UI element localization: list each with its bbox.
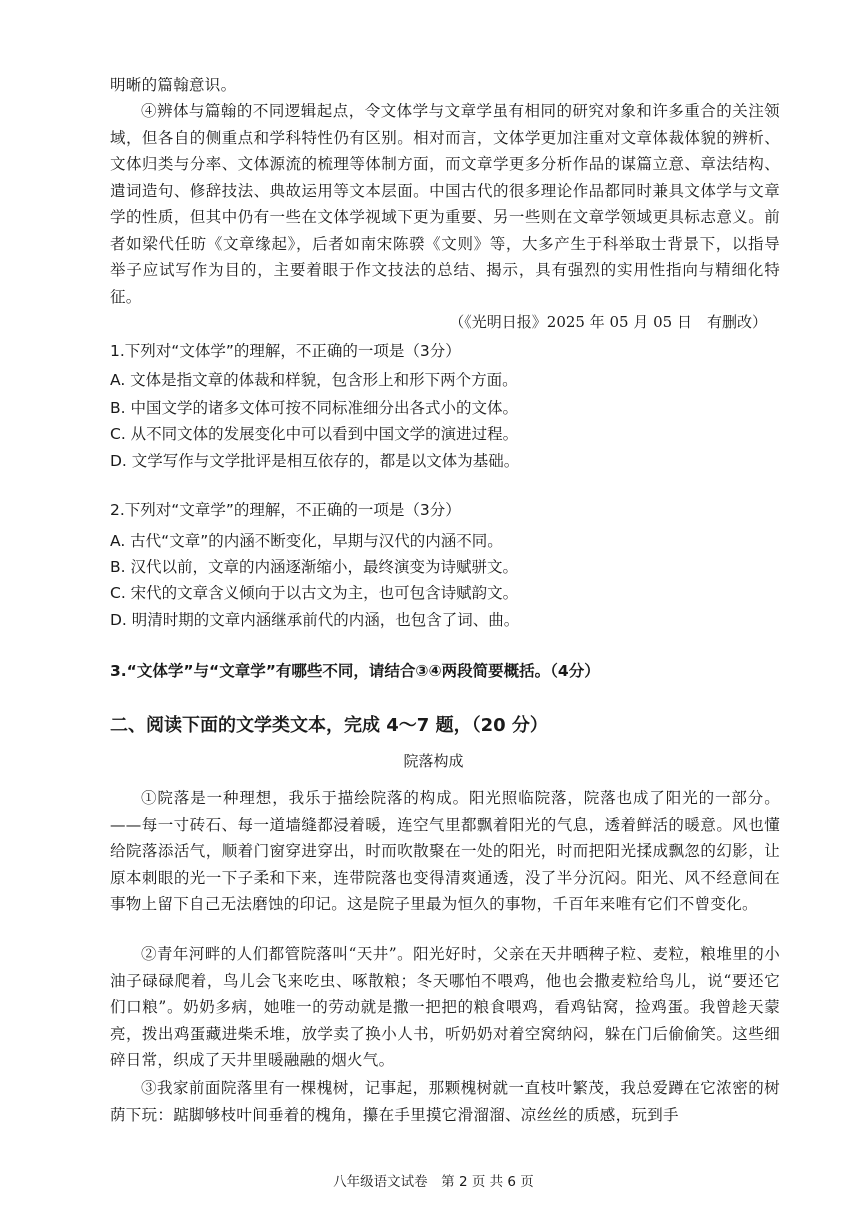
question-1-option-d: D. 文学写作与文学批评是相互依存的，都是以文体为基础。 bbox=[110, 452, 520, 470]
source-citation: （《光明日报》2025 年 05 月 05 日 有删改） bbox=[449, 313, 767, 331]
section-2-heading: 二、阅读下面的文学类文本，完成 4～7 题，（20 分） bbox=[110, 715, 548, 736]
question-2-option-d: D. 明清时期的文章内涵继承前代的内涵，也包含了词、曲。 bbox=[110, 611, 520, 629]
question-2-option-a: A. 古代“文章”的内涵不断变化，早期与汉代的内涵不同。 bbox=[110, 532, 503, 550]
story-title: 院落构成 bbox=[403, 752, 464, 770]
story-paragraph-3: ③我家前面院落里有一棵槐树，记事起，那颗槐树就一直枝叶繁茂，我总爱蹲在它浓密的树荫下玩：踮脚够枝叶间垂着的槐角，攥在手里摸它滑溜溜、凉丝丝的质感，玩到手 bbox=[110, 1079, 780, 1124]
question-1-option-c: C. 从不同文体的发展变化中可以看到中国文学的演进过程。 bbox=[110, 425, 519, 443]
question-2-stem: 2.下列对“文章学”的理解，不正确的一项是（3分） bbox=[110, 501, 461, 519]
question-1-option-a: A. 文体是指文章的体裁和样貌，包含形上和形下两个方面。 bbox=[110, 371, 518, 389]
passage-line-continued: 明晰的篇翰意识。 bbox=[110, 76, 237, 94]
question-3-stem: 3.“文体学”与“文章学”有哪些不同，请结合③④两段简要概括。（4分） bbox=[110, 662, 600, 680]
page-footer: 八年级语文试卷 第 2 页 共 6 页 bbox=[333, 1174, 534, 1190]
question-1-stem: 1.下列对“文体学”的理解，不正确的一项是（3分） bbox=[110, 342, 461, 360]
question-1-option-b: B. 中国文学的诸多文体可按不同标准细分出各式小的文体。 bbox=[110, 399, 518, 417]
question-2-option-c: C. 宋代的文章含义倾向于以古文为主，也可包含诗赋韵文。 bbox=[110, 584, 519, 602]
story-paragraph-2: ②青年河畔的人们都管院落叫“天井”。阳光好时，父亲在天井晒稗子粒、麦粒，粮堆里的小油子碌碌爬着，鸟儿会飞来吃虫、啄散粮；冬天哪怕不喂鸡，他也会撒麦粒给鸟儿，说“要还它们口粮”。奶奶多病，她唯一的劳动就是撒一把把的粮食喂鸡，看鸡钻窝，捡鸡蛋。我曾趁天蒙亮，拨出鸡蛋藏进柴禾堆，放学卖了换小人书，听奶奶对着空窝纳闷，躲在门后偷偷笑。这些细碎日常，织成了天井里暖融融的烟火气。 bbox=[110, 945, 780, 1069]
passage-paragraph-4: ④辨体与篇翰的不同逻辑起点，令文体学与文章学虽有相同的研究对象和许多重合的关注领域，但各自的侧重点和学科特性仍有区别。相对而言，文体学更加注重对文章体裁体貌的辨析、文体归类与分率、文体源流的梳理等体制方面，而文章学更多分析作品的谋篇立意、章法结构、遣词造句、修辞技法、典故运用等文本层面。中国古代的很多理论作品都同时兼具文体学与文章学的性质，但其中仍有一些在文体学视域下更为重要、另一些则在文章学领域更具标志意义。前者如梁代任昉《文章缘起》，后者如南宋陈骙《文则》等，大多产生于科举取士背景下，以指导举子应试写作为目的，主要着眼于作文技法的总结、揭示，具有强烈的实用性指向与精细化特征。 bbox=[110, 102, 780, 306]
story-paragraph-1: ①院落是一种理想，我乐于描绘院落的构成。阳光照临院落，院落也成了阳光的一部分。——每一寸砖石、每一道墙缝都浸着暖，连空气里都飘着阳光的气息，透着鲜活的暖意。风也懂给院落添活气，顺着门窗穿进穿出，时而吹散聚在一处的阳光，时而把阳光揉成飘忽的幻影，让原本刺眼的光一下子柔和下来，连带院落也变得清爽通透，没了半分沉闷。阳光、风不经意间在事物上留下自己无法磨蚀的印记。这是院子里最为恒久的事物，千百年来唯有它们不曾变化。 bbox=[110, 789, 780, 913]
question-2-option-b: B. 汉代以前，文章的内涵逐渐缩小，最终演变为诗赋骈文。 bbox=[110, 558, 518, 576]
